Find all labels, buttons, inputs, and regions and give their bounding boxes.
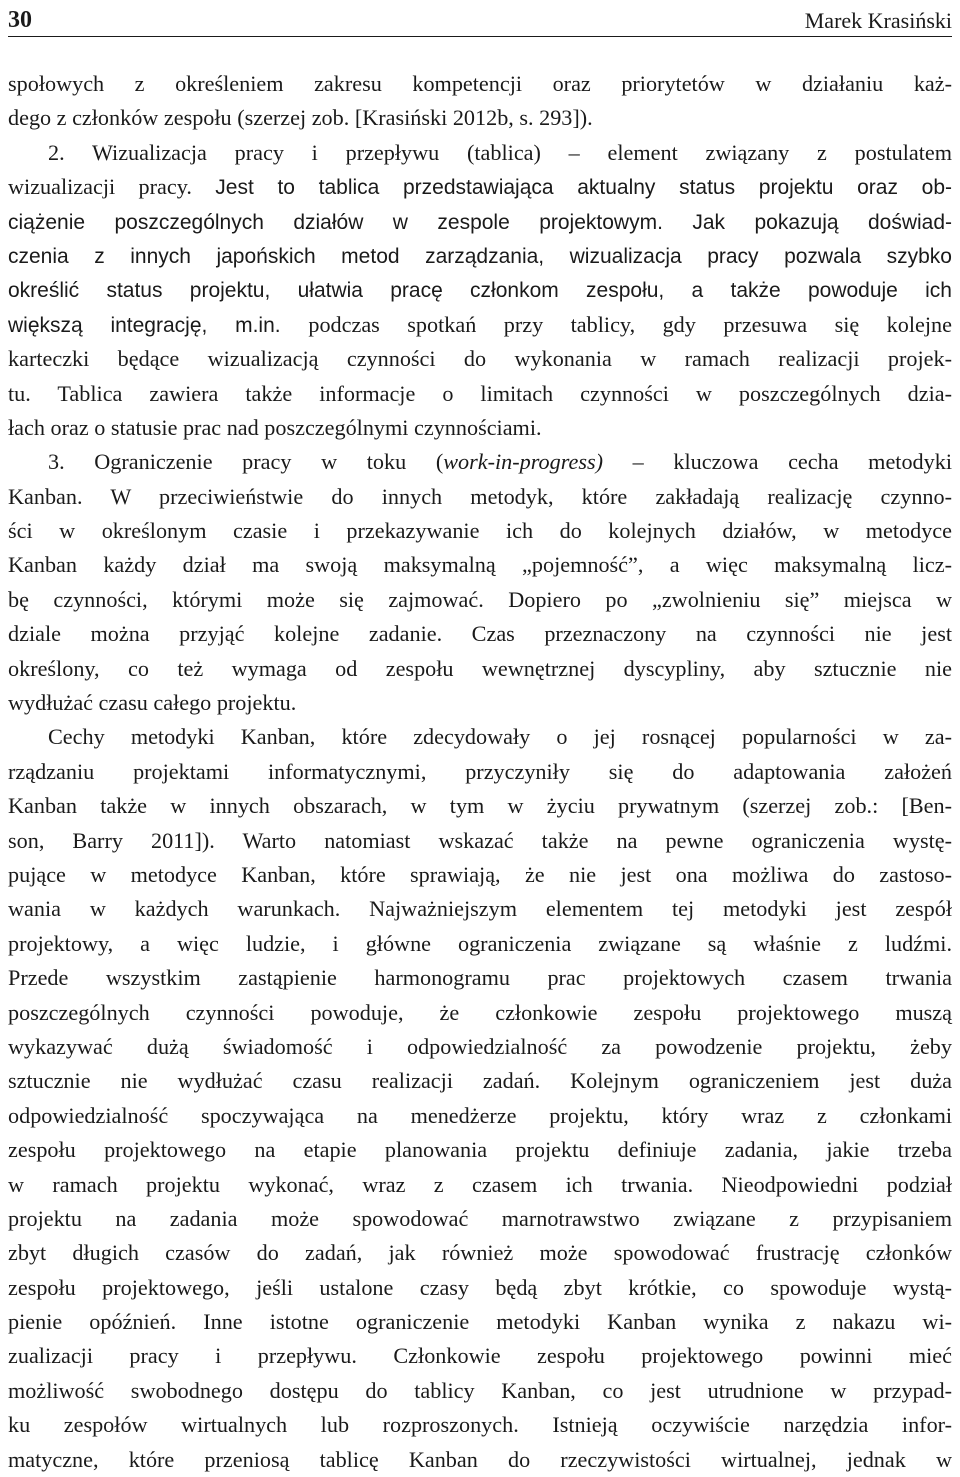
text-run: ści w określonym czasie i przekazywanie ich do kolejnych działów, w metodyce xyxy=(8,518,952,544)
text-run: możliwość swobodnego dostępu do tablicy Kanban, co jest utrudnione w przypad- xyxy=(8,1377,952,1403)
text-run: Kanban każdy dział ma swoją maksymalną „pojemność”, a więc maksymalną licz- xyxy=(8,552,952,578)
text-run: wykazywać dużą świadomość i odpowiedzialność za powodzenie projektu, żeby xyxy=(8,1033,952,1059)
text-line xyxy=(8,1064,952,1098)
text-line xyxy=(8,308,952,342)
body-text xyxy=(8,67,952,1477)
text-line xyxy=(8,583,952,617)
text-line xyxy=(8,1271,952,1305)
text-run: Jest to tablica przedstawiająca aktualny status projektu oraz ob- xyxy=(215,176,952,200)
text-run: projektowy, a więc ludzie, i główne ograniczenia związane są właśnie z ludźmi. xyxy=(8,930,952,956)
text-line xyxy=(8,411,952,445)
text-run: 2. Wizualizacja pracy i przepływu (tablica) – element związany z postulatem xyxy=(48,139,952,165)
text-line xyxy=(8,1305,952,1339)
text-run: poszczególnych czynności powoduje, że członkowie zespołu projektowego muszą xyxy=(8,999,952,1025)
text-line xyxy=(8,652,952,686)
text-run: zbyt długich czasów do zadań, jak również może spowodować frustrację członków xyxy=(8,1240,952,1266)
text-run: dego z członków zespołu (szerzej zob. [Krasiński 2012b, s. 293]). xyxy=(8,105,593,131)
text-line xyxy=(8,101,952,135)
text-run: określony, co też wymaga od zespołu wewnętrznej dyscypliny, aby sztucznie nie xyxy=(8,655,952,681)
text-run: w ramach projektu wykonać, wraz z czasem ich trwania. Nieodpowiedni podział xyxy=(8,1171,952,1197)
running-header-author: Marek Krasiński xyxy=(804,8,952,33)
text-run: pujące w metodyce Kanban, które sprawiają, że nie jest ona możliwa do zastoso- xyxy=(8,861,952,887)
text-run: odpowiedzialność spoczywająca na menedżerze projektu, który wraz z członkami xyxy=(8,1102,952,1128)
text-run: ciążenie poszczególnych działów w zespole projektowym. xyxy=(8,210,693,234)
text-run: wizualizacji pracy. xyxy=(8,174,216,200)
text-line xyxy=(8,996,952,1030)
text-line xyxy=(8,1408,952,1442)
text-run: zespołu projektowego, jeśli ustalone czasy będą zbyt krótkie, co spowoduje wystą- xyxy=(8,1274,952,1300)
text-line xyxy=(8,1168,952,1202)
text-line xyxy=(8,858,952,892)
text-line xyxy=(8,755,952,789)
text-run: Jak pokazują doświad- xyxy=(692,210,953,234)
text-line xyxy=(8,1030,952,1064)
text-line xyxy=(8,548,952,582)
text-run: łach oraz o statusie prac nad poszczególnymi czynnościami. xyxy=(8,414,542,440)
text-line xyxy=(8,1339,952,1373)
text-run: dziale można przyjąć kolejne zadanie. Czas przeznaczony na czynności nie jest xyxy=(8,621,952,647)
text-line xyxy=(8,273,952,307)
text-run: większą integrację, m.in. xyxy=(8,313,309,337)
text-run: wania w każdych warunkach. Najważniejszym elementem tej metodyki jest zespół xyxy=(8,896,952,922)
text-line xyxy=(8,789,952,823)
text-run: zespołu projektowego na etapie planowania projektu definiuje zadania, jakie trzeba xyxy=(8,1137,952,1163)
text-run: matyczne, które przeniosą tablicę Kanban do rzeczywistości wirtualnej, jednak w xyxy=(8,1446,952,1472)
text-line xyxy=(8,686,952,720)
text-line xyxy=(8,617,952,651)
text-run: tu. Tablica zawiera także informacje o limitach czynności w poszczególnych dzia- xyxy=(8,380,952,406)
text-line xyxy=(8,1374,952,1408)
text-line xyxy=(8,445,952,479)
text-run: określić status projektu, ułatwia pracę członkom zespołu, a także powoduje ich xyxy=(8,279,952,303)
text-line xyxy=(8,1202,952,1236)
text-line xyxy=(8,892,952,926)
text-line xyxy=(8,170,952,204)
italic-term: work-in-progress) xyxy=(443,449,604,475)
text-line xyxy=(8,342,952,376)
text-line xyxy=(8,239,952,273)
text-line xyxy=(8,961,952,995)
text-run: bę czynności, którymi może się zajmować. Dopiero po „zwolnieniu się” miejsca w xyxy=(8,586,952,612)
text-line xyxy=(8,1443,952,1477)
text-run: Kanban także w innych obszarach, w tym w życiu prywatnym (szerzej zob.: [Ben- xyxy=(8,793,952,819)
text-run: podczas spotkań przy tablicy, gdy przesuwa się kolejne xyxy=(308,311,952,337)
text-run: Kanban. W przeciwieństwie do innych metodyk, które zakładają realizację czynno- xyxy=(8,483,952,509)
text-line xyxy=(8,1133,952,1167)
text-line xyxy=(8,136,952,170)
text-run: Przede wszystkim zastąpienie harmonogramu prac projektowych czasem trwania xyxy=(8,965,952,991)
page-header xyxy=(8,0,952,37)
text-line xyxy=(8,720,952,754)
text-line xyxy=(8,205,952,239)
text-run: son, Barry 2011]). Warto natomiast wskazać także na pewne ograniczenia wystę- xyxy=(8,827,952,853)
text-run: ku zespołów wirtualnych lub rozproszonych. Istnieją oczywiście narzędzia infor- xyxy=(8,1412,952,1438)
text-run: Cechy metodyki Kanban, które zdecydowały o jej rosnącej popularności w za- xyxy=(48,724,952,750)
text-run: pienie opóźnień. Inne istotne ograniczenie metodyki Kanban wynika z nakazu wi- xyxy=(8,1309,952,1335)
text-run: karteczki będące wizualizacją czynności do wykonania w ramach realizacji projek- xyxy=(8,346,952,372)
text-run: zualizacji pracy i przepływu. Członkowie zespołu projektowego powinni mieć xyxy=(8,1343,952,1369)
text-run: 3. Ograniczenie pracy w toku ( xyxy=(48,449,444,475)
text-line xyxy=(8,480,952,514)
text-run: wydłużać czasu całego projektu. xyxy=(8,690,297,716)
text-line xyxy=(8,67,952,101)
text-run: czenia z innych japońskich metod zarządzania, wizualizacja pracy pozwala szybko xyxy=(8,244,952,268)
page-number: 30 xyxy=(8,7,32,33)
text-line xyxy=(8,514,952,548)
text-run: społowych z określeniem zakresu kompetencji oraz priorytetów w działaniu każ- xyxy=(8,71,952,96)
text-line xyxy=(8,927,952,961)
text-run: sztucznie nie wydłużać czasu realizacji zadań. Kolejnym ograniczeniem jest duża xyxy=(8,1068,952,1094)
text-run: projektu na zadania może spowodować marnotrawstwo związane z przypisaniem xyxy=(8,1205,952,1231)
text-line xyxy=(8,1099,952,1133)
text-run: rządzaniu projektami informatycznymi, przyczyniły się do adaptowania założeń xyxy=(8,758,952,784)
text-run: – kluczowa cecha metodyki xyxy=(603,449,952,475)
text-line xyxy=(8,824,952,858)
text-line xyxy=(8,377,952,411)
text-line xyxy=(8,1236,952,1270)
